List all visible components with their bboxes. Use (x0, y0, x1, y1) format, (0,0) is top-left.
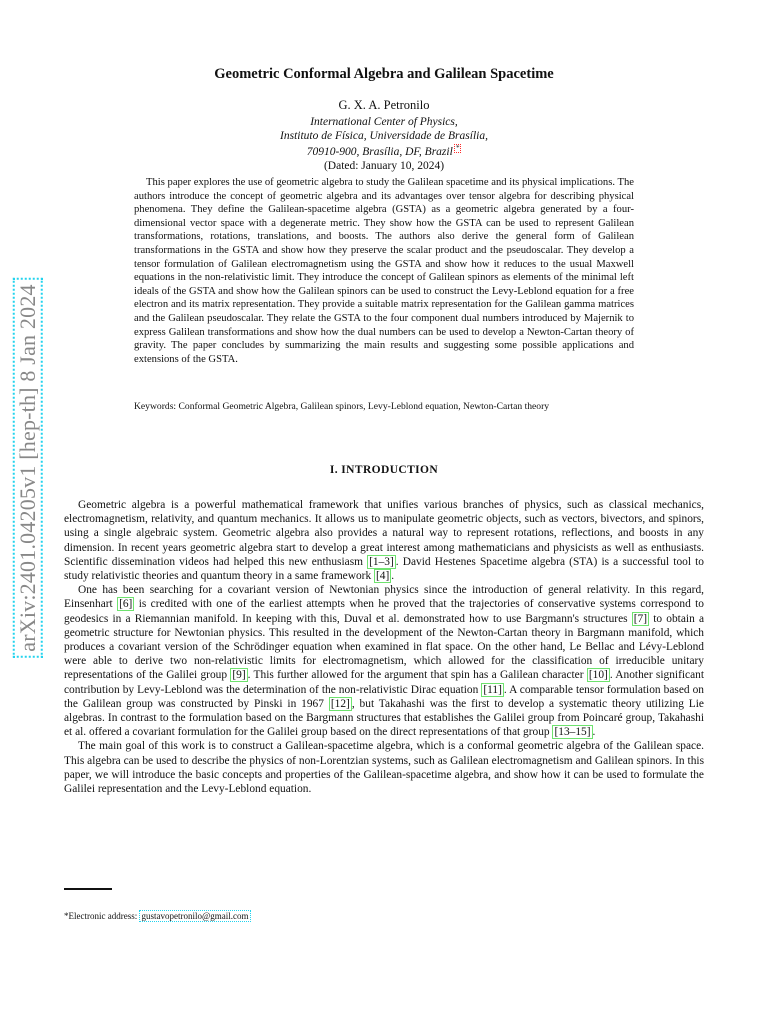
abstract (134, 176, 634, 366)
paragraph-3: The main goal of this work is to construct a Galilean-spacetime algebra, which is a conformal geometric algebra of the Galilean space. This algebra can be used to describe the physics of non-Lorentzian systems, such as Galilean electromagnetism and Galilean spinors. In this paper, we will introduce the basic concepts and properties of the Galilean-spacetime algebra, and show how it can be used to formulate the Galilei representation and the Levy-Leblond equation. (64, 740, 704, 796)
keywords: Keywords: Conformal Geometric Algebra, Galilean spinors, Levy-Leblond equation, Newton-Cartan theory (134, 401, 550, 412)
affiliation-line-2: Instituto de Física, Universidade de Brasília, (280, 130, 488, 142)
text-run: . A comparable tensor formulation based on the Galilean group was constructed by Pinski in 1967 (64, 683, 704, 710)
introduction-body (64, 498, 704, 796)
citation-link[interactable]: [12] (330, 697, 350, 710)
text-run: . Another significant contribution by Levy-Leblond was the determination of the non-relativistic Dirac equation (64, 669, 704, 696)
text-run: Geometric algebra is a powerful mathematical framework that unifies various branches of physics, such as classical mechanics, electromagnetism, relativity, and quantum mechanics. It allows us to manipulate geometric objects, such as vectors, bivectors, and spinors, using a single algebraic system. Geometric algebra also provides a natural way to represent rotations, reflections, and boosts in any dimension. In recent years geometric algebra start to develop a great interest among mathematicians and physicists as well as enthusiasts. Scientific dissemination videos had helped this new enthusiasm (64, 499, 704, 568)
text-run: , but Takahashi was the first to develop a systematic theory utilizing Lie algebras. In contrast to the formulation based on the Bargmann structures that establishes the Galilei group from Poincaré group, Takahashi et al. offered a covariant formulation for the Galilei group based on the direct representations of that group (64, 697, 704, 739)
paper-title: Geometric Conformal Algebra and Galilean Spacetime (214, 66, 554, 82)
text-run: is credited with one of the earliest attempts when he proved that the trajectories of conservative systems correspond to geodesics in a Riemannian manifold. In keeping with this, Duval et al. demonstrated how to use Bargmann's structures (64, 598, 704, 625)
author-name: G. X. A. Petronilo (338, 98, 430, 112)
section-heading-introduction: I. INTRODUCTION (329, 464, 439, 476)
citation-link[interactable]: [11] (483, 683, 502, 696)
affiliation-line-3 (0, 144, 768, 159)
citation-link[interactable]: [10] (588, 669, 608, 682)
text-run: . (391, 570, 395, 583)
abstract-text: This paper explores the use of geometric algebra to study the Galilean spacetime and its physical implications. The authors introduce the concept of geometric algebra and its advantages over tensor algebra for describing physical phenomena. They define the Galilean-spacetime algebra (GSTA) as a geometric algebra generated by a four-dimensional vector space with a degenerate metric. They show how the GSTA can be used to represent Galilean transformations, rotations, translations, and boosts. The authors also derive the general form of Galilean transformations in the GSTA and show how they preserve the scalar product and the pseudoscalar. They develop a tensor formulation of Galilean electromagnetism using the GSTA and show how it reduces to the usual Maxwell equations in the non-relativistic limit. They introduce the concept of Galilean spinors as elements of the minimal left ideals of the GSTA and show how the Galilean spinors can be used to construct the Levy-Leblond equation for a free electron and its matrix representation. They provide a suitable matrix representation for the Galilean gamma matrices and the Galilean pseudoscalar. They relate the GSTA to the four component dual numbers introduced by Majernik to express Galilean transformations and show how the dual numbers can be used to develop a Newton-Cartan theory of gravity. The paper concludes by summarizing the main results and suggesting some possible applications and extensions of the GSTA. (134, 177, 634, 365)
author-block (0, 98, 768, 173)
paragraph-2 (64, 583, 704, 739)
paragraph-1 (64, 498, 704, 583)
citation-link[interactable]: [1–3] (369, 555, 394, 568)
text-run: . David Hestenes Spacetime algebra (STA) is a successful tool to study relativistic theories and quantum theory in a same framework (64, 555, 704, 583)
citation-link[interactable]: [7] (633, 612, 648, 625)
citation-link[interactable]: [4] (376, 570, 390, 583)
footnote-divider (64, 888, 112, 890)
footnote-link[interactable]: * (455, 143, 460, 152)
citation-link[interactable]: [9] (232, 669, 246, 682)
email-link[interactable]: gustavopetronilo@gmail.com (141, 911, 249, 921)
text-run: to obtain a geometric structure for Newtonian physics. This resulted in the development of the Newton-Cartan theory in Bargmann manifold, which produces a covariant version of the Schrödinger equation when examined in flat space. On the other hand, Le Bellac and Lévy-Leblond were able to derive two non-relativistic limits for electromagnetism, which allowed for the classification of irreducible unitary representations of the Galilei group (64, 612, 704, 682)
text-run: One has been searching for a covariant version of Newtonian physics since the introduction of general relativity. In this regard, Einsenhart (64, 584, 704, 611)
arxiv-identifier-text[interactable]: arXiv:2401.04205v1 [hep-th] 8 Jan 2024 (13, 278, 43, 658)
citation-link[interactable]: [13–15] (554, 726, 591, 739)
affiliation-line-1: International Center of Physics, (310, 115, 458, 128)
citation-link[interactable]: [6] (119, 598, 133, 611)
affiliation-line-3-text: 70910-900, Brasília, DF, Brazil (306, 145, 453, 158)
footnote-label: *Electronic address: (64, 911, 140, 921)
dated-line: (Dated: January 10, 2024) (323, 159, 445, 172)
text-run: . This further allowed for the argument that spin has a Galilean character (247, 669, 587, 682)
footnote (64, 911, 251, 921)
text-run: . (592, 726, 596, 739)
